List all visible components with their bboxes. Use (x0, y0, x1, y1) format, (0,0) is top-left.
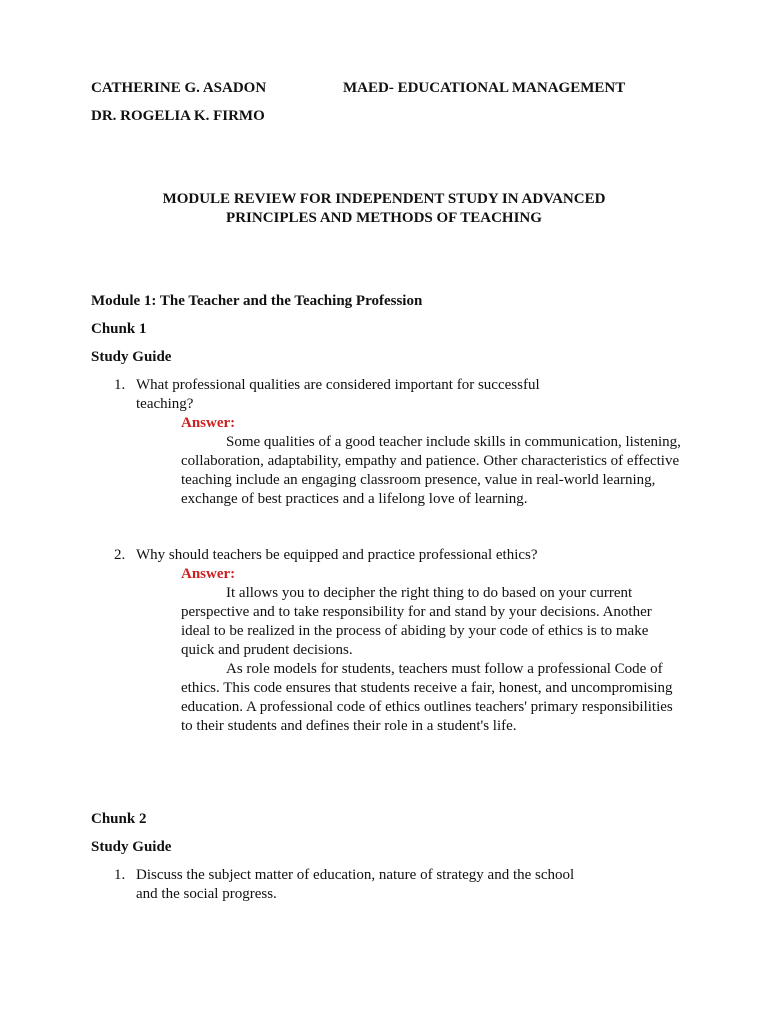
question1-answer: Some qualities of a good teacher include skills in communication, listening, collaboration, adaptability, empathy and patience. Other characteristics of effective teaching include an engaging classroom presence, value in real-world learning, exchange of best practices and a lifelong love of learning. (181, 434, 681, 507)
question1-line2: teaching? (136, 396, 194, 412)
document-title-line1: MODULE REVIEW FOR INDEPENDENT STUDY IN ADVANCED (162, 191, 606, 207)
author-name: CATHERINE G. ASADON (91, 80, 267, 96)
chunk2-question1-line1: Discuss the subject matter of education, nature of strategy and the school (136, 867, 575, 883)
chunk2-question1-line2: and the social progress. (136, 886, 277, 902)
question1-line1: What professional qualities are considered important for successful (136, 377, 540, 393)
chunk2-question1-number: 1. (114, 867, 126, 883)
question1-answer-label: Answer: (181, 415, 236, 431)
question2-line1: Why should teachers be equipped and practice professional ethics? (136, 547, 538, 563)
document-title-line2: PRINCIPLES AND METHODS OF TEACHING (226, 210, 542, 226)
question2-answer-label: Answer: (181, 566, 236, 582)
chunk1-study-guide: Study Guide (91, 349, 172, 365)
chunk1-heading: Chunk 1 (91, 321, 147, 337)
module-heading: Module 1: The Teacher and the Teaching Profession (91, 293, 423, 309)
question1-number: 1. (114, 377, 126, 393)
question2-answer-paragraph2: As role models for students, teachers must follow a professional Code of ethics. This code ensures that students receive a fair, honest, and uncompromising education. A professional code of ethics outlines teachers' primary responsibilities to their students and defines their role in a student's life. (181, 661, 673, 734)
question2-answer-paragraph1: It allows you to decipher the right thing to do based on your current perspective and to take responsibility for and stand by your decisions. Another ideal to be realized in the process of abiding by your code of ethics is to make quick and prudent decisions. (181, 585, 652, 658)
chunk2-study-guide: Study Guide (91, 839, 172, 855)
program-name: MAED- EDUCATIONAL MANAGEMENT (343, 80, 626, 96)
question2-number: 2. (114, 547, 126, 563)
chunk2-heading: Chunk 2 (91, 811, 147, 827)
professor-name: DR. ROGELIA K. FIRMO (91, 108, 265, 124)
